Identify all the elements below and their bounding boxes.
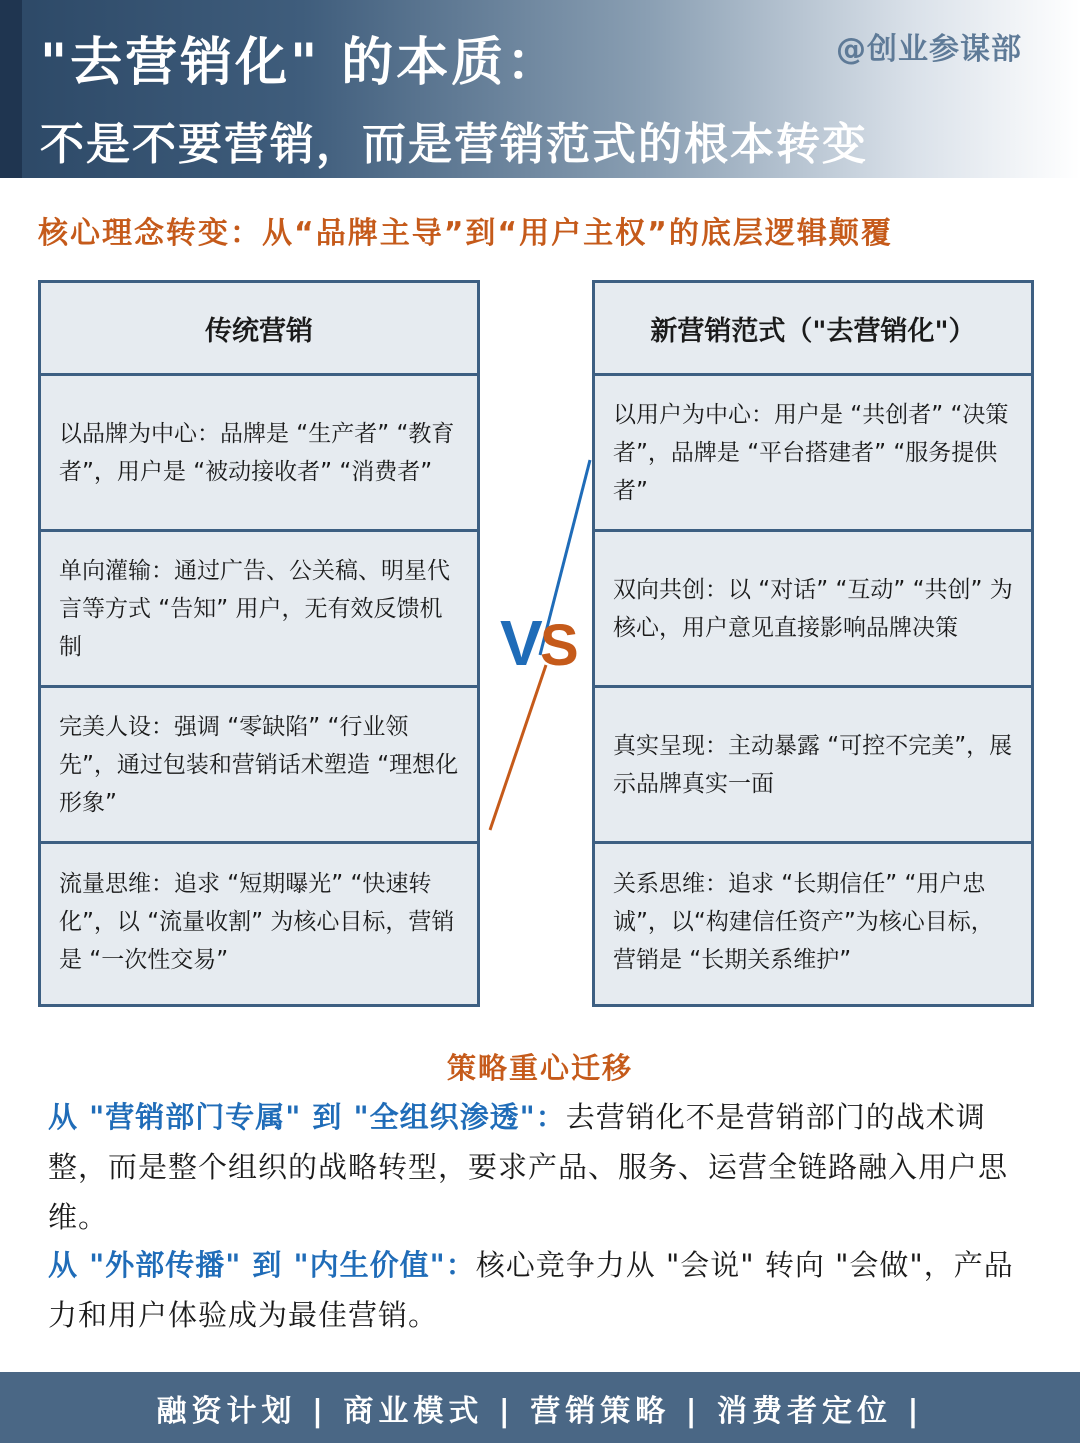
header-banner [0,0,1080,178]
footer-tags: 融资计划 | 商业模式 | 营销策略 | 消费者定位 | [0,1372,1080,1443]
strategy-lead: 从 "营销部门专属" 到 "全组织渗透"： [48,1100,566,1134]
table-cell: 流量思维：追求 “短期曝光” “快速转化”，以 “流量收割” 为核心目标，营销是 “一次性交易” [59,871,455,973]
section-heading-strategy: 策略重心迁移 [446,1051,633,1085]
page-subtitle: 不是不要营销，而是营销范式的根本转变 [40,119,868,170]
new-marketing-table [592,280,1034,1007]
page-title: "去营销化" 的本质： [40,33,562,93]
strategy-text: 核心竞争力从 "会说" 转向 "会做"，产品力和用户体验成为最佳营销。 [48,1248,1014,1332]
table-cell: 完美人设：强调 “零缺陷” “行业领先”，通过包装和营销话术塑造 “理想化形象” [41,688,477,844]
table-header-traditional: 传统营销 [41,283,477,376]
strategy-text: 去营销化不是营销部门的战术调整，而是整个组织的战略转型，要求产品、服务、运营全链路融入用户思维。 [48,1100,1009,1234]
vs-graphic [482,455,592,835]
strategy-paragraph [48,1092,1038,1242]
vs-divider [482,455,592,835]
strategy-paragraph [48,1240,1038,1340]
table-cell: 双向共创：以 “对话” “互动” “共创” 为核心，用户意见直接影响品牌决策 [595,532,1031,688]
table-cell: 关系思维：追求 “长期信任” “用户忠诚”，以“构建信任资产”为核心目标，营销是 “长期关系维护” [613,871,994,973]
section-heading-core-shift: 核心理念转变：从“品牌主导”到“用户主权”的底层逻辑颠覆 [38,216,893,251]
vs-letter-v: V [500,607,543,679]
traditional-marketing-table [38,280,480,1007]
strategy-lead: 从 "外部传播" 到 "内生价值"： [48,1248,476,1282]
table-cell: 真实呈现：主动暴露 “可控不完美”，展示品牌真实一面 [595,688,1031,844]
table-cell: 单向灌输：通过广告、公关稿、明星代言等方式 “告知” 用户，无有效反馈机制 [41,532,477,688]
table-cell: 以用户为中心：用户是 “共创者” “决策者”，品牌是 “平台搭建者” “服务提供者” [595,376,1031,532]
table-header-new: 新营销范式（"去营销化"） [595,283,1031,376]
vs-orange-slash [490,665,546,830]
table-cell: 以品牌为中心：品牌是 “生产者” “教育者”，用户是 “被动接收者” “消费者” [41,376,477,532]
author-handle: @创业参谋部 [836,32,1022,67]
vs-letter-s: S [540,613,579,678]
header-accent-bar [0,0,22,178]
